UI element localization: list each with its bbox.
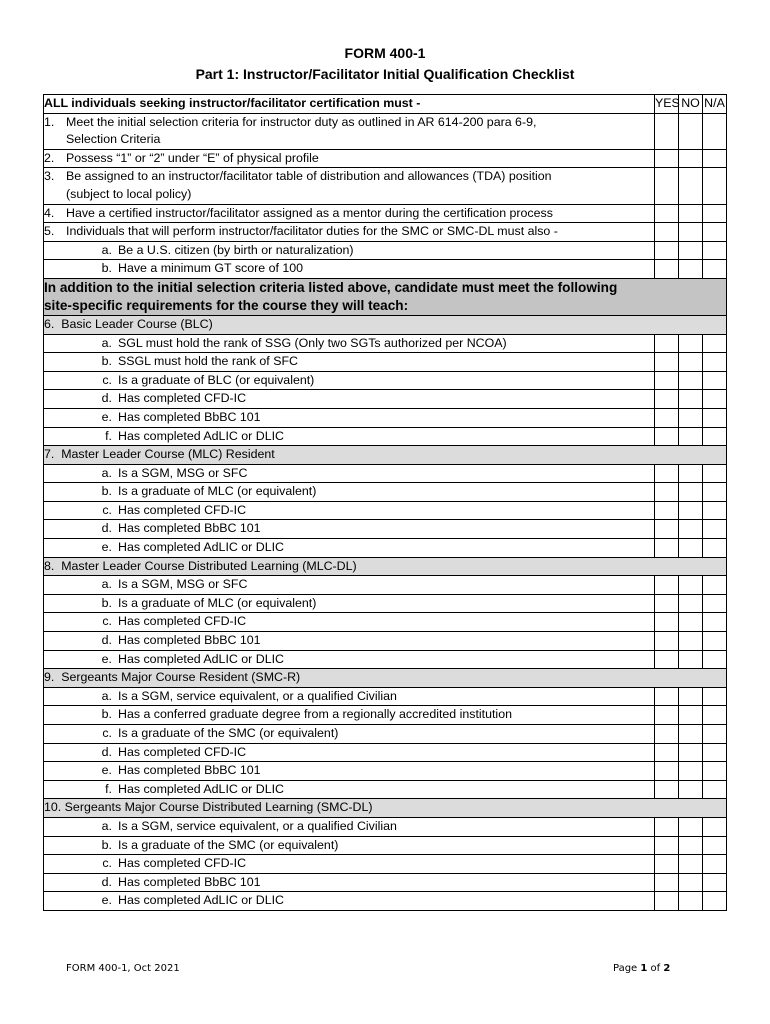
checkbox-no[interactable] — [679, 632, 703, 651]
col-header-na: N/A — [703, 95, 727, 114]
checkbox-na[interactable] — [703, 873, 727, 892]
requirement-label: Has completed BbBC 101 — [118, 763, 261, 778]
checkbox-yes[interactable] — [655, 371, 679, 390]
checkbox-no[interactable] — [679, 204, 703, 223]
requirement-text — [44, 464, 655, 483]
requirement-letter: b. — [101, 707, 112, 722]
requirement-text — [44, 632, 655, 651]
requirement-label: Is a graduate of the SMC (or equivalent) — [118, 837, 339, 852]
checkbox-yes[interactable] — [655, 241, 679, 260]
requirement-letter: d. — [101, 874, 112, 889]
checkbox-na[interactable] — [703, 334, 727, 353]
requirement-text — [44, 892, 655, 911]
checkbox-yes[interactable] — [655, 113, 679, 149]
checkbox-na[interactable] — [703, 260, 727, 279]
checkbox-yes[interactable] — [655, 780, 679, 799]
checkbox-yes[interactable] — [655, 204, 679, 223]
course-section-title: 7. Master Leader Course (MLC) Resident — [44, 446, 727, 465]
requirement-label: Has completed CFD-IC — [118, 502, 247, 517]
sub-criterion-row — [44, 241, 727, 260]
site-specific-heading — [44, 278, 727, 315]
requirement-row — [44, 855, 727, 874]
requirement-wrap — [44, 892, 284, 910]
criterion-text — [44, 204, 655, 223]
checkbox-yes[interactable] — [655, 594, 679, 613]
col-header-yes: YES — [655, 95, 679, 114]
checkbox-no[interactable] — [679, 334, 703, 353]
checkbox-na[interactable] — [703, 632, 727, 651]
requirement-letter: c. — [102, 856, 112, 871]
checkbox-no[interactable] — [679, 743, 703, 762]
form-subtitle: Part 1: Instructor/Facilitator Initial Qualification Checklist — [195, 66, 575, 82]
sub-criterion-text — [44, 241, 655, 260]
checkbox-no[interactable] — [679, 650, 703, 669]
requirement-wrap — [44, 781, 284, 799]
requirement-wrap — [44, 390, 246, 408]
checkbox-yes[interactable] — [655, 464, 679, 483]
checkbox-na[interactable] — [703, 168, 727, 204]
requirement-wrap — [44, 818, 397, 836]
requirement-text — [44, 334, 655, 353]
requirement-letter: a. — [101, 818, 112, 833]
checkbox-yes[interactable] — [655, 576, 679, 595]
requirement-row — [44, 576, 727, 595]
requirement-wrap — [44, 465, 247, 483]
requirement-letter: c. — [102, 726, 112, 740]
checkbox-na[interactable] — [703, 725, 727, 744]
checkbox-no[interactable] — [679, 390, 703, 409]
requirement-wrap — [44, 632, 261, 650]
requirement-letter: a. — [101, 577, 112, 592]
requirement-wrap — [44, 744, 246, 762]
requirement-wrap — [44, 409, 261, 427]
sub-criterion-letter: b. — [101, 261, 112, 276]
qualification-checklist-table — [43, 94, 727, 911]
requirement-label: Has completed CFD-IC — [118, 744, 247, 759]
checkbox-yes[interactable] — [655, 817, 679, 836]
requirement-wrap — [44, 613, 246, 631]
checkbox-na[interactable] — [703, 241, 727, 260]
requirement-row — [44, 483, 727, 502]
requirement-label: Has completed BbBC 101 — [118, 874, 261, 889]
checkbox-na[interactable] — [703, 743, 727, 762]
requirement-letter: d. — [101, 521, 112, 536]
checkbox-yes[interactable] — [655, 873, 679, 892]
checkbox-no[interactable] — [679, 113, 703, 149]
checkbox-na[interactable] — [703, 501, 727, 520]
requirement-text — [44, 408, 655, 427]
criterion-number: 1. — [44, 114, 55, 129]
checkbox-no[interactable] — [679, 483, 703, 502]
requirement-letter: e. — [101, 763, 112, 778]
requirement-label: Has completed BbBC 101 — [118, 633, 261, 648]
sub-criterion-row — [44, 260, 727, 279]
requirement-row — [44, 650, 727, 669]
checkbox-na[interactable] — [703, 149, 727, 168]
checkbox-no[interactable] — [679, 520, 703, 539]
checkbox-na[interactable] — [703, 706, 727, 725]
requirement-wrap — [44, 502, 246, 520]
requirement-letter: b. — [101, 837, 112, 852]
requirement-wrap — [44, 688, 397, 706]
checkbox-yes[interactable] — [655, 408, 679, 427]
requirement-wrap — [44, 855, 246, 873]
criterion-label-cont: (subject to local policy) — [66, 186, 192, 201]
checkbox-na[interactable] — [703, 836, 727, 855]
page-label: Page — [613, 963, 641, 974]
requirement-wrap — [44, 837, 338, 855]
requirement-letter: f. — [105, 781, 112, 796]
checkbox-no[interactable] — [679, 464, 703, 483]
sub-criterion-letter: a. — [101, 242, 112, 257]
requirement-wrap — [44, 335, 507, 353]
intro-heading: ALL individuals seeking instructor/facilitator certification must - — [44, 95, 655, 114]
checkbox-no[interactable] — [679, 427, 703, 446]
site-specific-heading-line1: In addition to the initial selection criteria listed above, candidate must meet the following — [44, 279, 618, 295]
requirement-row — [44, 817, 727, 836]
requirement-label: Is a graduate of the SMC (or equivalent) — [118, 726, 339, 740]
checkbox-na[interactable] — [703, 353, 727, 372]
checkbox-no[interactable] — [679, 836, 703, 855]
course-section-title: 10. Sergeants Major Course Distributed Learning (SMC-DL) — [44, 799, 727, 818]
requirement-wrap — [44, 762, 261, 780]
requirement-row — [44, 632, 727, 651]
requirement-label: Has completed AdLIC or DLIC — [118, 893, 284, 908]
requirement-text — [44, 855, 655, 874]
requirement-label: Has completed BbBC 101 — [118, 521, 261, 536]
checkbox-yes[interactable] — [655, 223, 679, 242]
requirement-row — [44, 371, 727, 390]
requirement-text — [44, 706, 655, 725]
requirement-row — [44, 594, 727, 613]
requirement-label: Is a SGM, MSG or SFC — [118, 577, 248, 592]
checkbox-yes[interactable] — [655, 650, 679, 669]
checkbox-no[interactable] — [679, 501, 703, 520]
col-header-no: NO — [679, 95, 703, 114]
requirement-wrap — [44, 520, 261, 538]
checkbox-yes[interactable] — [655, 725, 679, 744]
checkbox-no[interactable] — [679, 539, 703, 558]
requirement-row — [44, 501, 727, 520]
checkbox-yes[interactable] — [655, 483, 679, 502]
requirement-row — [44, 892, 727, 911]
requirement-text — [44, 520, 655, 539]
requirement-letter: f. — [105, 428, 112, 443]
checkbox-no[interactable] — [679, 260, 703, 279]
requirement-wrap — [44, 874, 261, 892]
checkbox-no[interactable] — [679, 168, 703, 204]
requirement-letter: b. — [101, 354, 112, 369]
requirement-text — [44, 594, 655, 613]
checkbox-na[interactable] — [703, 113, 727, 149]
requirement-text — [44, 817, 655, 836]
requirement-row — [44, 873, 727, 892]
sub-criterion-wrap — [44, 242, 354, 260]
requirement-wrap — [44, 595, 316, 613]
requirement-text — [44, 836, 655, 855]
form-title: FORM 400-1 — [344, 45, 426, 61]
checkbox-yes[interactable] — [655, 743, 679, 762]
requirement-text — [44, 725, 655, 744]
page-total: 2 — [663, 963, 671, 974]
page-of-label: of — [647, 963, 664, 974]
footer-page-number — [613, 963, 670, 974]
requirement-text — [44, 687, 655, 706]
criterion-number: 4. — [44, 205, 55, 220]
requirement-row — [44, 613, 727, 632]
checkbox-no[interactable] — [679, 576, 703, 595]
checkbox-yes[interactable] — [655, 762, 679, 781]
course-section-row — [44, 669, 727, 688]
requirement-letter: c. — [102, 372, 112, 387]
requirement-label: Has completed BbBC 101 — [118, 409, 261, 424]
checkbox-no[interactable] — [679, 817, 703, 836]
requirement-label: Is a SGM, service equivalent, or a qualified Civilian — [118, 688, 397, 703]
requirement-letter: c. — [102, 614, 112, 629]
checkbox-na[interactable] — [703, 687, 727, 706]
requirement-letter: d. — [101, 744, 112, 759]
checkbox-yes[interactable] — [655, 632, 679, 651]
checkbox-yes[interactable] — [655, 539, 679, 558]
requirement-wrap — [44, 576, 247, 594]
requirement-label: Has completed AdLIC or DLIC — [118, 781, 284, 796]
course-section-title: 9. Sergeants Major Course Resident (SMC-R) — [44, 669, 727, 688]
checkbox-no[interactable] — [679, 780, 703, 799]
criterion-label: Have a certified instructor/facilitator assigned as a mentor during the certification process — [66, 205, 553, 220]
criterion-number: 2. — [44, 150, 55, 165]
criterion-number: 3. — [44, 169, 55, 184]
requirement-letter: a. — [101, 465, 112, 480]
requirement-row — [44, 408, 727, 427]
checkbox-no[interactable] — [679, 855, 703, 874]
checkbox-no[interactable] — [679, 613, 703, 632]
requirement-text — [44, 353, 655, 372]
requirement-label: Is a graduate of MLC (or equivalent) — [118, 484, 317, 499]
requirement-text — [44, 539, 655, 558]
requirement-wrap — [44, 706, 512, 724]
checkbox-yes[interactable] — [655, 836, 679, 855]
requirement-row — [44, 464, 727, 483]
requirement-text — [44, 390, 655, 409]
checkbox-na[interactable] — [703, 464, 727, 483]
criterion-row — [44, 168, 727, 204]
checkbox-yes[interactable] — [655, 353, 679, 372]
requirement-label: Is a SGM, service equivalent, or a qualified Civilian — [118, 818, 397, 833]
requirement-wrap — [44, 353, 298, 371]
requirement-letter: d. — [101, 633, 112, 648]
checkbox-na[interactable] — [703, 817, 727, 836]
course-section-row — [44, 446, 727, 465]
requirement-row — [44, 743, 727, 762]
requirement-label: SGL must hold the rank of SSG (Only two SGTs authorized per NCOA) — [118, 335, 507, 350]
checkbox-yes[interactable] — [655, 687, 679, 706]
requirement-text — [44, 743, 655, 762]
requirement-wrap — [44, 428, 284, 446]
requirement-label: Is a graduate of MLC (or equivalent) — [118, 595, 317, 610]
checkbox-yes[interactable] — [655, 520, 679, 539]
checkbox-no[interactable] — [679, 149, 703, 168]
requirement-text — [44, 762, 655, 781]
requirement-row — [44, 836, 727, 855]
criterion-label: Possess “1” or “2” under “E” of physical profile — [66, 150, 319, 165]
checkbox-na[interactable] — [703, 539, 727, 558]
requirement-letter: a. — [101, 688, 112, 703]
checkbox-no[interactable] — [679, 873, 703, 892]
checkbox-yes[interactable] — [655, 334, 679, 353]
checkbox-no[interactable] — [679, 594, 703, 613]
checkbox-yes[interactable] — [655, 390, 679, 409]
checkbox-no[interactable] — [679, 371, 703, 390]
checkbox-no[interactable] — [679, 892, 703, 911]
checkbox-na[interactable] — [703, 371, 727, 390]
requirement-row — [44, 780, 727, 799]
checkbox-na[interactable] — [703, 204, 727, 223]
checkbox-na[interactable] — [703, 613, 727, 632]
checkbox-no[interactable] — [679, 241, 703, 260]
requirement-wrap — [44, 372, 314, 390]
requirement-text — [44, 427, 655, 446]
criterion-text — [44, 168, 655, 204]
requirement-letter: b. — [101, 484, 112, 499]
requirement-text — [44, 576, 655, 595]
requirement-text — [44, 613, 655, 632]
requirement-letter: e. — [101, 540, 112, 555]
requirement-label: Is a SGM, MSG or SFC — [118, 465, 248, 480]
requirement-row — [44, 687, 727, 706]
course-section-row — [44, 315, 727, 334]
requirement-label: Has completed CFD-IC — [118, 856, 247, 871]
criterion-text — [44, 149, 655, 168]
criterion-number: 5. — [44, 224, 55, 239]
requirement-label: Is a graduate of BLC (or equivalent) — [118, 372, 315, 387]
requirement-row — [44, 334, 727, 353]
checkbox-yes[interactable] — [655, 427, 679, 446]
checkbox-na[interactable] — [703, 855, 727, 874]
sub-criterion-label: Be a U.S. citizen (by birth or naturalization) — [118, 242, 354, 257]
requirement-label: Has completed CFD-IC — [118, 391, 247, 406]
checkbox-na[interactable] — [703, 892, 727, 911]
intro-heading-row — [44, 95, 727, 114]
requirement-label: Has completed AdLIC or DLIC — [118, 651, 284, 666]
checkbox-yes[interactable] — [655, 260, 679, 279]
requirement-wrap — [44, 725, 338, 743]
checkbox-na[interactable] — [703, 594, 727, 613]
requirement-letter: b. — [101, 595, 112, 610]
criterion-label-cont: Selection Criteria — [66, 132, 161, 147]
criterion-label: Be assigned to an instructor/facilitator table of distribution and allowances (TDA) position — [66, 169, 552, 184]
course-section-row — [44, 557, 727, 576]
course-section-title: 8. Master Leader Course Distributed Learning (MLC-DL) — [44, 557, 727, 576]
checkbox-na[interactable] — [703, 223, 727, 242]
requirement-row — [44, 390, 727, 409]
sub-criterion-wrap — [44, 260, 303, 278]
requirement-row — [44, 706, 727, 725]
criterion-text — [44, 223, 655, 242]
checkbox-yes[interactable] — [655, 168, 679, 204]
requirement-row — [44, 725, 727, 744]
requirement-label: Has a conferred graduate degree from a regionally accredited institution — [118, 707, 512, 722]
page-current: 1 — [640, 963, 648, 974]
site-specific-heading-row — [44, 278, 727, 315]
requirement-label: Has completed AdLIC or DLIC — [118, 540, 284, 555]
checkbox-na[interactable] — [703, 650, 727, 669]
criterion-row — [44, 204, 727, 223]
requirement-text — [44, 501, 655, 520]
checkbox-no[interactable] — [679, 725, 703, 744]
requirement-wrap — [44, 483, 316, 501]
requirement-letter: c. — [102, 502, 112, 517]
footer-form-id: FORM 400-1, Oct 2021 — [66, 963, 180, 974]
checkbox-no[interactable] — [679, 706, 703, 725]
requirement-row — [44, 762, 727, 781]
requirement-wrap — [44, 651, 284, 669]
checkbox-no[interactable] — [679, 353, 703, 372]
criterion-row — [44, 113, 727, 149]
site-specific-heading-line2: site-specific requirements for the course they will teach: — [44, 297, 409, 313]
criterion-text — [44, 113, 655, 149]
requirement-row — [44, 353, 727, 372]
checkbox-no[interactable] — [679, 687, 703, 706]
checkbox-no[interactable] — [679, 408, 703, 427]
checkbox-na[interactable] — [703, 520, 727, 539]
checkbox-yes[interactable] — [655, 855, 679, 874]
checkbox-yes[interactable] — [655, 501, 679, 520]
checkbox-yes[interactable] — [655, 149, 679, 168]
checkbox-yes[interactable] — [655, 892, 679, 911]
checkbox-na[interactable] — [703, 780, 727, 799]
checkbox-no[interactable] — [679, 223, 703, 242]
checkbox-na[interactable] — [703, 408, 727, 427]
criterion-row — [44, 223, 727, 242]
checklist-body — [44, 95, 727, 911]
checkbox-na[interactable] — [703, 762, 727, 781]
requirement-text — [44, 873, 655, 892]
course-section-row — [44, 799, 727, 818]
criterion-label: Individuals that will perform instructor/facilitator duties for the SMC or SMC-DL must also - — [66, 224, 558, 239]
sub-criterion-text — [44, 260, 655, 279]
criterion-label: Meet the initial selection criteria for instructor duty as outlined in AR 614-200 para 6-9, — [66, 114, 537, 129]
requirement-row — [44, 520, 727, 539]
requirement-letter: d. — [101, 391, 112, 406]
requirement-text — [44, 483, 655, 502]
sub-criterion-label: Have a minimum GT score of 100 — [118, 261, 304, 276]
requirement-letter: e. — [101, 409, 112, 424]
checkbox-yes[interactable] — [655, 613, 679, 632]
requirement-label: Has completed AdLIC or DLIC — [118, 428, 284, 443]
checkbox-na[interactable] — [703, 427, 727, 446]
requirement-letter: a. — [101, 335, 112, 350]
checkbox-no[interactable] — [679, 762, 703, 781]
course-section-title: 6. Basic Leader Course (BLC) — [44, 315, 727, 334]
requirement-letter: e. — [101, 651, 112, 666]
checkbox-na[interactable] — [703, 390, 727, 409]
requirement-text — [44, 650, 655, 669]
requirement-letter: e. — [101, 893, 112, 908]
checkbox-yes[interactable] — [655, 706, 679, 725]
requirement-label: SSGL must hold the rank of SFC — [118, 354, 298, 369]
requirement-row — [44, 539, 727, 558]
criterion-row — [44, 149, 727, 168]
requirement-wrap — [44, 539, 284, 557]
requirement-row — [44, 427, 727, 446]
checkbox-na[interactable] — [703, 483, 727, 502]
requirement-text — [44, 780, 655, 799]
checkbox-na[interactable] — [703, 576, 727, 595]
requirement-text — [44, 371, 655, 390]
requirement-label: Has completed CFD-IC — [118, 614, 247, 629]
